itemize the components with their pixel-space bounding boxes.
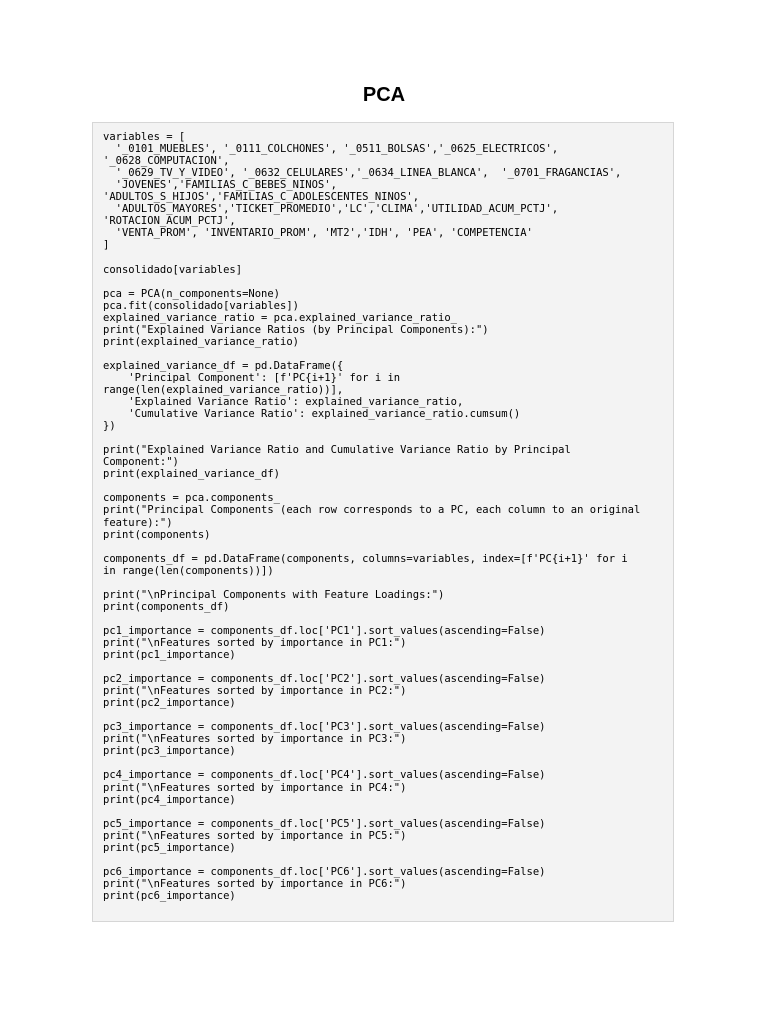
code-line bbox=[103, 709, 667, 721]
code-line bbox=[103, 661, 667, 673]
code-line: print(components) bbox=[103, 528, 211, 541]
code-line: print("\nFeatures sorted by importance in PC2:") bbox=[103, 685, 407, 698]
code-line: print("\nFeatures sorted by importance in PC5:") bbox=[103, 829, 407, 842]
code-line: pc5_importance = components_df.loc['PC5'].sort_values(ascending=False) bbox=[103, 817, 546, 830]
code-line: pca.fit(consolidado[variables]) bbox=[103, 299, 299, 312]
code-line: 'ADULTOS_MAYORES','TICKET_PROMEDIO','LC','CLIMA','UTILIDAD_ACUM_PCTJ', bbox=[103, 203, 559, 216]
code-line bbox=[103, 348, 667, 360]
code-line bbox=[103, 276, 667, 288]
code-line: print(explained_variance_df) bbox=[103, 468, 281, 481]
code-line: 'Cumulative Variance Ratio': explained_variance_ratio.cumsum() bbox=[103, 408, 521, 421]
code-line: feature):") bbox=[103, 516, 173, 529]
code-line: print("\nFeatures sorted by importance in PC4:") bbox=[103, 781, 407, 794]
code-line: print("Explained Variance Ratio and Cumulative Variance Ratio by Principal bbox=[103, 444, 571, 457]
code-line: print(pc2_importance) bbox=[103, 697, 236, 710]
code-line: print("\nFeatures sorted by importance in PC1:") bbox=[103, 636, 407, 649]
code-line: print(pc1_importance) bbox=[103, 649, 236, 662]
code-line bbox=[103, 480, 667, 492]
code-line: print("Principal Components (each row corresponds to a PC, each column to an original bbox=[103, 504, 641, 517]
code-line bbox=[103, 541, 667, 553]
code-line bbox=[103, 251, 667, 263]
code-line: in range(len(components))]) bbox=[103, 564, 274, 577]
code-line: print(components_df) bbox=[103, 600, 230, 613]
code-line: components_df = pd.DataFrame(components, columns=variables, index=[f'PC{i+1}' for i bbox=[103, 552, 628, 565]
code-line: pc1_importance = components_df.loc['PC1'].sort_values(ascending=False) bbox=[103, 624, 546, 637]
code-line bbox=[103, 577, 667, 589]
code-line: 'ADULTOS_S_HIJOS','FAMILIAS_C_ADOLESCENTES_NINOS', bbox=[103, 191, 420, 204]
code-line: '_0101_MUEBLES', '_0111_COLCHONES', '_0511_BOLSAS','_0625_ELECTRICOS', bbox=[103, 143, 559, 156]
code-line: print(pc6_importance) bbox=[103, 889, 236, 902]
code-line: explained_variance_ratio = pca.explained_variance_ratio_ bbox=[103, 311, 458, 324]
code-line: Component:") bbox=[103, 456, 179, 469]
code-line bbox=[103, 613, 667, 625]
code-line: print(pc5_importance) bbox=[103, 841, 236, 854]
code-line: print("Explained Variance Ratios (by Principal Components):") bbox=[103, 323, 489, 336]
code-line: 'VENTA_PROM', 'INVENTARIO_PROM', 'MT2','IDH', 'PEA', 'COMPETENCIA' bbox=[103, 227, 533, 240]
code-line: print("\nPrincipal Components with Feature Loadings:") bbox=[103, 588, 445, 601]
code-line: '_0629_TV_Y_VIDEO', '_0632_CELULARES','_0634_LINEA_BLANCA', '_0701_FRAGANCIAS', bbox=[103, 167, 622, 180]
code-line: 'Explained Variance Ratio': explained_variance_ratio, bbox=[103, 396, 464, 409]
code-line: '_0628_COMPUTACION', bbox=[103, 155, 230, 168]
code-line bbox=[103, 432, 667, 444]
code-line: range(len(explained_variance_ratio))], bbox=[103, 383, 344, 396]
code-line: pca = PCA(n_components=None) bbox=[103, 287, 281, 300]
code-line bbox=[103, 854, 667, 866]
code-line: }) bbox=[103, 420, 116, 433]
code-block bbox=[92, 122, 674, 922]
code-line: print(pc3_importance) bbox=[103, 745, 236, 758]
code-line bbox=[103, 757, 667, 769]
code-line: explained_variance_df = pd.DataFrame({ bbox=[103, 359, 344, 372]
code-line bbox=[103, 806, 667, 818]
code-line: print("\nFeatures sorted by importance in PC6:") bbox=[103, 877, 407, 890]
code-line: components = pca.components_ bbox=[103, 492, 281, 505]
code-line: ] bbox=[103, 239, 110, 252]
code-line: consolidado[variables] bbox=[103, 263, 243, 276]
code-line: pc3_importance = components_df.loc['PC3'].sort_values(ascending=False) bbox=[103, 721, 546, 734]
code-line: 'ROTACION_ACUM_PCTJ', bbox=[103, 215, 236, 228]
code-line: pc4_importance = components_df.loc['PC4'].sort_values(ascending=False) bbox=[103, 769, 546, 782]
code-line: print(pc4_importance) bbox=[103, 793, 236, 806]
code-line: print(explained_variance_ratio) bbox=[103, 335, 299, 348]
code-line: print("\nFeatures sorted by importance in PC3:") bbox=[103, 733, 407, 746]
code-line: pc6_importance = components_df.loc['PC6'].sort_values(ascending=False) bbox=[103, 865, 546, 878]
code-line: variables = [ bbox=[103, 131, 186, 143]
page-title: PCA bbox=[362, 84, 406, 106]
code-line: pc2_importance = components_df.loc['PC2'].sort_values(ascending=False) bbox=[103, 673, 546, 686]
code-line: 'Principal Component': [f'PC{i+1}' for i in bbox=[103, 371, 401, 384]
code-line: 'JOVENES','FAMILIAS_C_BEBES_NINOS', bbox=[103, 179, 337, 192]
